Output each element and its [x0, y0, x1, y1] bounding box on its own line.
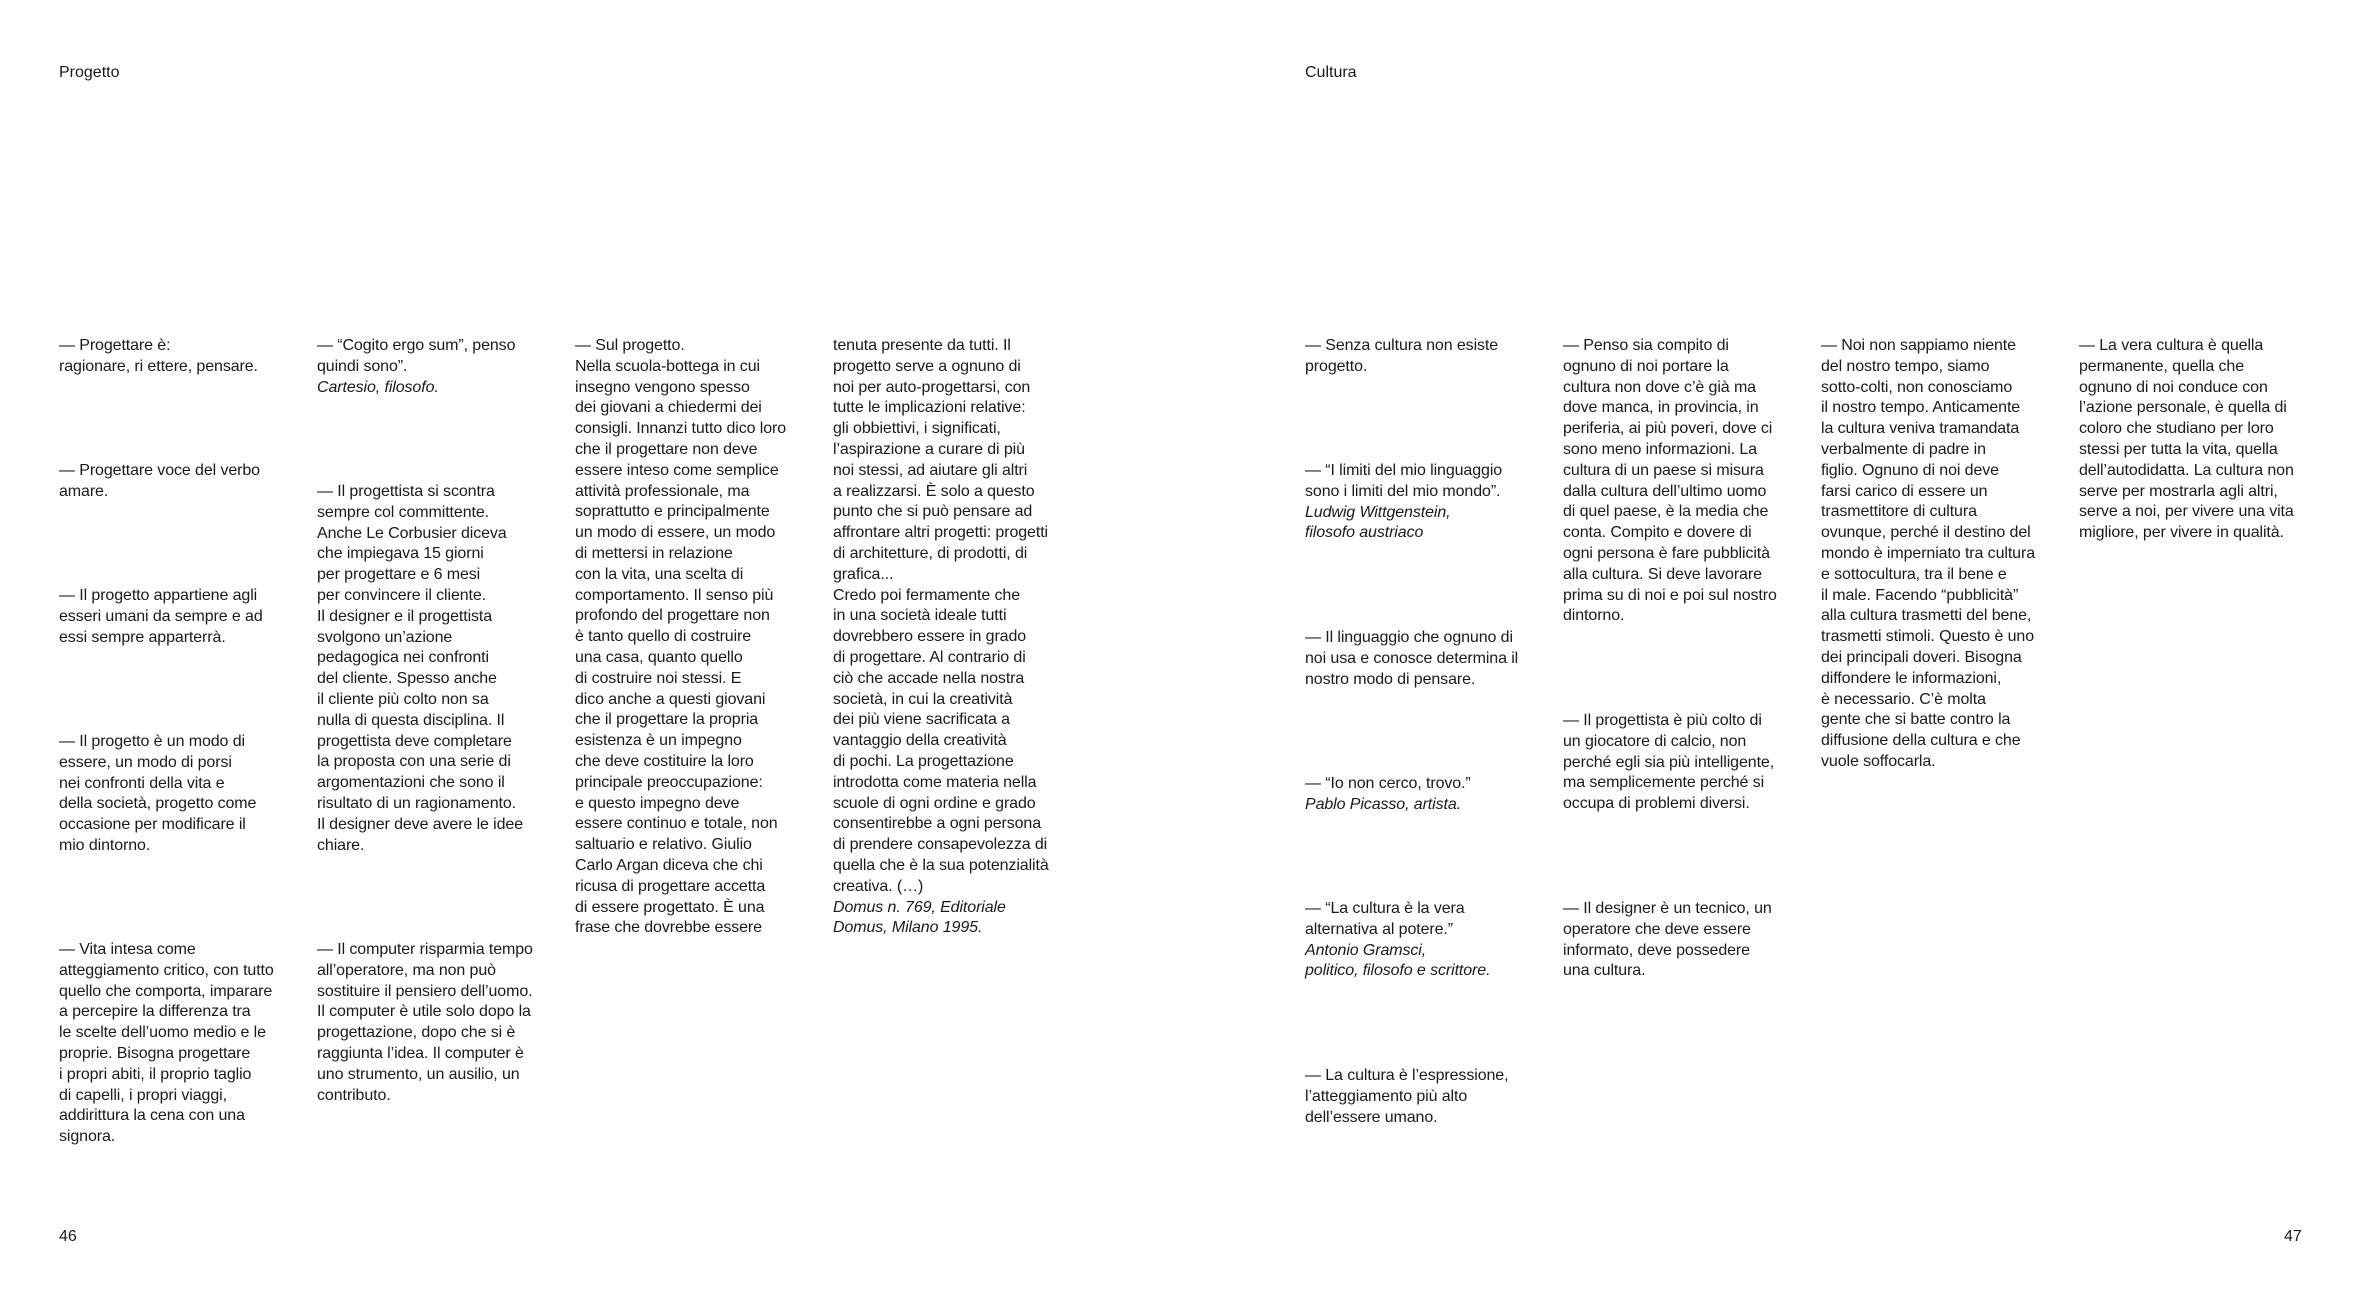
text-line: cultura non dove c’è già ma [1563, 378, 1756, 396]
text-line: a realizzarsi. È solo a questo [833, 482, 1035, 500]
text-line: dei più viene sacrificata a [833, 711, 1010, 729]
text-line: gente che si batte contro la [1821, 711, 2011, 729]
right-page [1181, 0, 2362, 1299]
text-line: soprattutto e principalmente [575, 503, 770, 521]
text-line: di progettare. Al contrario di [833, 648, 1026, 666]
text-line: farsi carico di essere un [1821, 482, 1988, 500]
citation-line: Antonio Gramsci, [1305, 941, 1427, 959]
text-line: il cliente più colto non sa [317, 690, 489, 708]
text-line: — La vera cultura è quella [2079, 337, 2264, 354]
citation-line: Domus n. 769, Editoriale [833, 898, 1006, 916]
text-line: coloro che studiano per loro [2079, 420, 2274, 438]
text-paragraph [833, 336, 1075, 939]
text-line: Il designer e il progettista [317, 607, 493, 625]
text-paragraph [1305, 774, 1547, 816]
text-line: — Noi non sappiamo niente [1821, 337, 2016, 354]
text-line: — Penso sia compito di [1563, 337, 1729, 354]
text-line: con la vita, una scelta di [575, 565, 744, 583]
text-line: atteggiamento critico, con tutto [59, 961, 274, 979]
text-line: dei principali doveri. Bisogna [1821, 648, 2022, 666]
text-line: affrontare altri progetti: progetti [833, 524, 1048, 542]
text-line: permanente, quella che [2079, 357, 2245, 375]
text-line: insegno vengono spesso [575, 378, 750, 396]
text-line: l’aspirazione a curare di più [833, 440, 1025, 458]
text-line: chiare. [317, 836, 365, 854]
text-line: Anche Le Corbusier diceva [317, 524, 507, 542]
text-paragraph [59, 940, 301, 1148]
text-line: — Il progetto è un modo di [59, 733, 245, 750]
text-line: — “La cultura è la vera [1305, 900, 1465, 917]
text-line: dalla cultura dell’ultimo uomo [1563, 482, 1767, 500]
text-line: dell’essere umano. [1305, 1108, 1438, 1126]
text-line: perché egli sia più intelligente, [1563, 753, 1775, 771]
text-line: raggiunta l’idea. Il computer è [317, 1044, 524, 1062]
text-line: periferia, ai più poveri, dove ci [1563, 420, 1773, 438]
text-line: Nella scuola-bottega in cui [575, 357, 760, 375]
text-line: per progettare e 6 mesi [317, 566, 481, 584]
text-line: sono meno informazioni. La [1563, 440, 1757, 458]
text-line: di prendere consapevolezza di [833, 836, 1048, 854]
text-line: contributo. [317, 1086, 391, 1104]
text-line: di quel paese, è la media che [1563, 503, 1769, 521]
text-line: — “I limiti del mio linguaggio [1305, 462, 1503, 479]
text-line: ciò che accade nella nostra [833, 669, 1025, 687]
text-line: dove manca, in provincia, in [1563, 399, 1759, 417]
text-paragraph [1563, 899, 1805, 982]
text-line: mio dintorno. [59, 836, 151, 854]
text-line: trasmetti stimoli. Questo è uno [1821, 628, 2034, 646]
text-line: Il computer è utile solo dopo la [317, 1003, 531, 1021]
text-line: Carlo Argan diceva che chi [575, 856, 763, 874]
text-line: occupa di problemi diversi. [1563, 795, 1750, 813]
text-line: nostro modo di pensare. [1305, 670, 1476, 688]
text-line: amare. [59, 482, 109, 500]
text-line: consentirebbe a ogni persona [833, 815, 1042, 833]
text-line: trasmettitore di cultura [1821, 503, 1977, 521]
text-line: di mettersi in relazione [575, 544, 733, 562]
text-line: esseri umani da sempre e ad [59, 607, 263, 625]
text-paragraph [1305, 1066, 1547, 1128]
citation-line: Domus, Milano 1995. [833, 919, 983, 937]
text-line: Credo poi fermamente che [833, 586, 1021, 604]
text-line: l’atteggiamento più alto [1305, 1087, 1468, 1105]
text-line: del cliente. Spesso anche [317, 670, 497, 688]
text-line: quindi sono”. [317, 357, 408, 375]
text-line: dei giovani a chiedermi dei [575, 399, 762, 417]
text-line: — Il designer è un tecnico, un [1563, 900, 1772, 917]
text-line: progettazione, dopo che si è [317, 1024, 516, 1042]
text-line: essere, un modo di porsi [59, 753, 232, 771]
text-line: progetto serve a ognuno di [833, 357, 1021, 375]
text-line: dovrebbero essere in grado [833, 628, 1027, 646]
text-line: serve a noi, per vivere una vita [2079, 503, 2294, 521]
citation-line: filosofo austriaco [1305, 524, 1424, 542]
text-line: la cultura veniva tramandata [1821, 420, 2020, 438]
text-line: prima su di noi e poi sul nostro [1563, 586, 1777, 604]
citation-line: politico, filosofo e scrittore. [1305, 962, 1491, 980]
text-line: che deve costituire la loro [575, 752, 754, 770]
text-line: profondo del progettare non [575, 607, 770, 625]
text-line: diffusione della cultura e che [1821, 732, 2021, 750]
text-line: Il designer deve avere le idee [317, 815, 524, 833]
text-paragraph [59, 461, 301, 503]
page-number: 47 [2284, 1228, 2302, 1245]
citation-line: Cartesio, filosofo. [317, 378, 439, 396]
text-line: — Il linguaggio che ognuno di [1305, 629, 1513, 646]
text-line: stessi per tutta la vita, quella [2079, 440, 2278, 458]
text-line: alternativa al potere.” [1305, 920, 1454, 938]
text-paragraph [59, 586, 301, 648]
text-line: tenuta presente da tutti. Il [833, 337, 1011, 354]
text-line: che il progettare la propria [575, 711, 759, 729]
text-line: — Senza cultura non esiste [1305, 337, 1499, 354]
text-line: — Progettare voce del verbo [59, 462, 260, 479]
text-line: le scelte dell’uomo medio e le [59, 1024, 266, 1042]
text-line: occasione per modificare il [59, 816, 246, 834]
text-line: vantaggio della creatività [833, 732, 1007, 750]
text-line: operatore che deve essere [1563, 920, 1751, 938]
text-line: — Il progettista è più colto di [1563, 712, 1762, 729]
text-line: a percepire la differenza tra [59, 1003, 251, 1021]
text-line: l’azione personale, è quella di [2079, 399, 2287, 417]
text-line: del nostro tempo, siamo [1821, 357, 1990, 375]
text-line: essere continuo e totale, non [575, 815, 778, 833]
text-line: all’operatore, ma non può [317, 961, 496, 979]
text-line: creativa. (…) [833, 877, 924, 895]
text-line: ognuno di noi portare la [1563, 357, 1729, 375]
text-paragraph [1305, 628, 1547, 690]
text-line: ricusa di progettare accetta [575, 877, 766, 895]
page-header: Cultura [1305, 64, 1357, 81]
text-line: — Sul progetto. [575, 337, 685, 354]
text-line: di costruire noi stessi. E [575, 669, 742, 687]
text-line: proprie. Bisogna progettare [59, 1044, 251, 1062]
text-paragraph [1563, 711, 1805, 815]
text-line: cultura di un paese si misura [1563, 461, 1764, 479]
text-line: vuole soffocarla. [1821, 752, 1936, 770]
text-line: informato, deve possedere [1563, 941, 1750, 959]
text-line: svolgono un’azione [317, 628, 453, 646]
text-paragraph [317, 940, 559, 1106]
text-line: ogni persona è fare pubblicità [1563, 544, 1770, 562]
text-line: punto che si può pensare ad [833, 503, 1033, 521]
text-paragraph [317, 482, 559, 856]
text-line: introdotta come materia nella [833, 773, 1037, 791]
text-line: signora. [59, 1128, 116, 1146]
text-line: risultato di un ragionamento. [317, 794, 516, 812]
text-line: — Il computer risparmia tempo [317, 941, 533, 958]
text-line: — Progettare è: [59, 337, 171, 354]
text-line: sotto-colti, non conosciamo [1821, 378, 2013, 396]
text-paragraph [59, 336, 301, 378]
text-line: conta. Compito e dovere di [1563, 524, 1752, 542]
text-line: una casa, quanto quello [575, 648, 743, 666]
text-line: — La cultura è l’espressione, [1305, 1067, 1509, 1084]
text-line: consigli. Innanzi tutto dico loro [575, 420, 787, 438]
text-line: il male. Facendo “pubblicità” [1821, 586, 2019, 604]
text-line: un giocatore di calcio, non [1563, 732, 1747, 750]
text-line: in una società ideale tutti [833, 607, 1007, 625]
text-line: sostituire il pensiero dell’uomo. [317, 982, 533, 1000]
text-line: verbalmente di padre in [1821, 440, 1986, 458]
text-line: ragionare, ri ettere, pensare. [59, 357, 258, 375]
text-line: quella che è la sua potenzialità [833, 856, 1049, 874]
text-line: di pochi. La progettazione [833, 752, 1014, 770]
text-line: il nostro tempo. Anticamente [1821, 399, 2021, 417]
text-line: gli obbiettivi, i significati, [833, 420, 1001, 438]
text-line: comportamento. Il senso più [575, 586, 774, 604]
text-paragraph [1305, 461, 1547, 544]
text-line: di capelli, i propri viaggi, [59, 1086, 227, 1104]
text-line: scuole di ogni ordine e grado [833, 794, 1036, 812]
text-line: nei confronti della vita e [59, 774, 225, 792]
text-line: figlio. Ognuno di noi deve [1821, 461, 1999, 479]
text-line: è necessario. C’è molta [1821, 690, 1986, 708]
text-line: — “Cogito ergo sum”, penso [317, 337, 516, 354]
text-line: principale preoccupazione: [575, 773, 763, 791]
text-paragraph [2079, 336, 2321, 544]
text-line: diffondere le informazioni, [1821, 669, 2002, 687]
text-line: — Il progetto appartiene agli [59, 587, 258, 604]
text-line: ma semplicemente perché si [1563, 774, 1765, 792]
text-line: pedagogica nei confronti [317, 649, 489, 667]
text-line: addirittura la cena con una [59, 1107, 245, 1125]
text-line: per convincere il cliente. [317, 586, 487, 604]
text-line: la proposta con una serie di [317, 753, 511, 771]
text-line: i propri abiti, il proprio taglio [59, 1065, 252, 1083]
text-line: di architetture, di prodotti, di [833, 544, 1028, 562]
text-line: — Vita intesa come [59, 941, 196, 958]
text-line: serve per mostrarla agli altri, [2079, 482, 2278, 500]
text-line: dico anche a questi giovani [575, 690, 766, 708]
text-line: noi per auto-progettarsi, con [833, 378, 1031, 396]
text-line: ognuno di noi conduce con [2079, 378, 2268, 396]
text-line: dell’autodidatta. La cultura non [2079, 461, 2294, 479]
text-line: attività professionale, ma [575, 482, 750, 500]
text-line: grafica... [833, 565, 894, 583]
text-line: essere inteso come semplice [575, 461, 779, 479]
text-line: saltuario e relativo. Giulio [575, 836, 752, 854]
text-line: nulla di questa disciplina. Il [317, 711, 505, 729]
text-line: migliore, per vivere in qualità. [2079, 524, 2284, 542]
text-line: — Il progettista si scontra [317, 483, 495, 500]
text-line: alla cultura trasmetti del bene, [1821, 607, 2032, 625]
text-line: è tanto quello di costruire [575, 628, 752, 646]
text-paragraph [1563, 336, 1805, 627]
text-line: alla cultura. Si deve lavorare [1563, 565, 1762, 583]
text-line: ovunque, perché il destino del [1821, 524, 2031, 542]
text-paragraph [59, 732, 301, 857]
text-line: che il progettare non deve [575, 440, 758, 458]
text-line: società, in cui la creatività [833, 690, 1013, 708]
text-line: di essere progettato. È una [575, 898, 765, 916]
page-header: Progetto [59, 64, 120, 81]
text-line: noi stessi, ad aiutare gli altri [833, 461, 1028, 479]
text-paragraph [575, 336, 817, 939]
text-paragraph [317, 336, 559, 398]
text-line: noi usa e conosce determina il [1305, 649, 1519, 667]
text-line: e sottocultura, tra il bene e [1821, 565, 2007, 583]
page-number: 46 [59, 1228, 77, 1245]
text-line: quello che comporta, imparare [59, 982, 273, 1000]
text-line: che impiegava 15 giorni [317, 545, 484, 563]
text-line: argomentazioni che sono il [317, 774, 505, 792]
text-line: esistenza è un impegno [575, 732, 742, 750]
text-line: progettista deve completare [317, 732, 512, 750]
text-line: frase che dovrebbe essere [575, 919, 762, 937]
text-line: essi sempre apparterrà. [59, 628, 226, 646]
citation-line: Pablo Picasso, artista. [1305, 795, 1461, 813]
text-line: progetto. [1305, 357, 1368, 375]
text-line: della società, progetto come [59, 795, 257, 813]
text-line: una cultura. [1563, 962, 1646, 980]
text-line: mondo è imperniato tra cultura [1821, 544, 2036, 562]
text-paragraph [1305, 899, 1547, 982]
text-line: dintorno. [1563, 607, 1625, 625]
text-paragraph [1305, 336, 1547, 378]
text-line: — “Io non cerco, trovo.” [1305, 775, 1471, 792]
citation-line: Ludwig Wittgenstein, [1305, 503, 1451, 521]
text-paragraph [1821, 336, 2063, 773]
text-line: uno strumento, un ausilio, un [317, 1065, 520, 1083]
text-line: sono i limiti del mio mondo”. [1305, 482, 1501, 500]
text-line: sempre col committente. [317, 503, 489, 521]
text-line: un modo di essere, un modo [575, 524, 776, 542]
text-line: tutte le implicazioni relative: [833, 399, 1026, 417]
text-line: e questo impegno deve [575, 794, 740, 812]
